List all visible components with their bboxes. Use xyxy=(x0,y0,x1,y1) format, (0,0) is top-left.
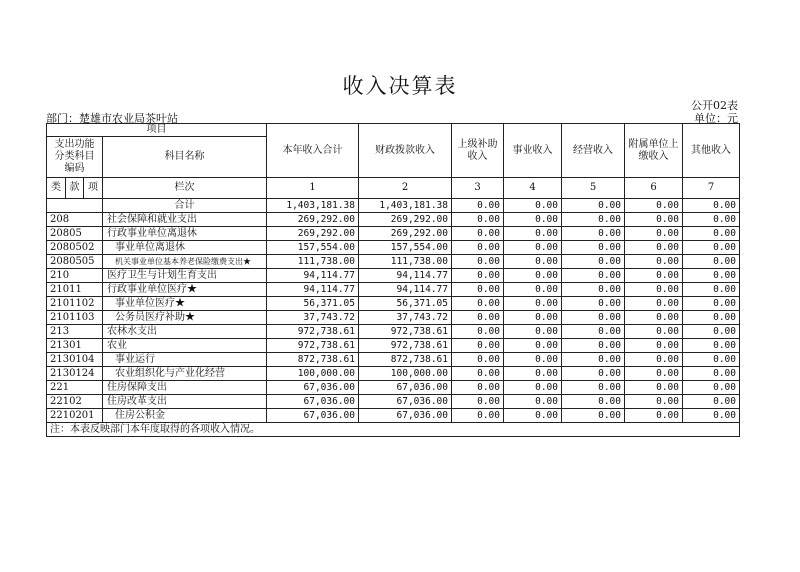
func-code-cell: 2080505 xyxy=(47,255,103,269)
amount-cell: 0.00 xyxy=(562,297,625,311)
amount-cell: 972,738.61 xyxy=(267,339,359,353)
amount-cell: 0.00 xyxy=(562,367,625,381)
business-header: 事业收入 xyxy=(504,124,562,178)
amount-cell: 0.00 xyxy=(625,227,683,241)
amount-cell: 67,036.00 xyxy=(267,381,359,395)
subject-name-cell: 住房改革支出 xyxy=(103,395,267,409)
table-row xyxy=(47,269,740,283)
amount-cell: 0.00 xyxy=(683,395,740,409)
unit-label: 单位：元 xyxy=(694,112,738,125)
subject-name-cell: 事业单位医疗★ xyxy=(103,297,267,311)
amount-cell: 0.00 xyxy=(562,325,625,339)
amount-cell: 67,036.00 xyxy=(359,409,452,423)
amount-cell: 269,292.00 xyxy=(267,227,359,241)
amount-cell: 0.00 xyxy=(504,381,562,395)
func-code-cell: 210 xyxy=(47,269,103,283)
table-row xyxy=(47,311,740,325)
amount-cell: 0.00 xyxy=(625,353,683,367)
amount-cell: 56,371.05 xyxy=(359,297,452,311)
total-value: 1,403,181.38 xyxy=(267,199,359,213)
amount-cell: 67,036.00 xyxy=(359,381,452,395)
amount-cell: 0.00 xyxy=(683,213,740,227)
amount-cell: 0.00 xyxy=(562,213,625,227)
table-note: 注：本表反映部门本年度取得的各项收入情况。 xyxy=(47,423,740,437)
operating-header: 经营收入 xyxy=(562,124,625,178)
subject-name-cell: 住房公积金 xyxy=(103,409,267,423)
amount-cell: 0.00 xyxy=(504,269,562,283)
amount-cell: 0.00 xyxy=(452,213,504,227)
amount-cell: 269,292.00 xyxy=(359,213,452,227)
income-table xyxy=(46,123,740,437)
subject-name-cell: 事业运行 xyxy=(103,353,267,367)
table-row xyxy=(47,227,740,241)
amount-cell: 0.00 xyxy=(683,381,740,395)
col-number: 5 xyxy=(562,178,625,199)
amount-cell: 0.00 xyxy=(683,409,740,423)
amount-cell: 0.00 xyxy=(452,339,504,353)
subject-name-cell: 事业单位离退休 xyxy=(103,241,267,255)
total-row xyxy=(47,199,740,213)
amount-cell: 111,738.00 xyxy=(267,255,359,269)
func-code-cell: 21011 xyxy=(47,283,103,297)
amount-cell: 67,036.00 xyxy=(267,395,359,409)
func-code-cell: 208 xyxy=(47,213,103,227)
amount-cell: 157,554.00 xyxy=(267,241,359,255)
amount-cell: 0.00 xyxy=(452,311,504,325)
amount-cell: 67,036.00 xyxy=(267,409,359,423)
amount-cell: 94,114.77 xyxy=(359,269,452,283)
section-header: 款 xyxy=(66,178,84,199)
table-row xyxy=(47,367,740,381)
amount-cell: 0.00 xyxy=(452,353,504,367)
col-number: 4 xyxy=(504,178,562,199)
table-row xyxy=(47,297,740,311)
amount-cell: 0.00 xyxy=(625,269,683,283)
amount-cell: 0.00 xyxy=(504,325,562,339)
subject-name-cell: 行政事业单位医疗★ xyxy=(103,283,267,297)
amount-cell: 0.00 xyxy=(452,241,504,255)
total-income-header: 本年收入合计 xyxy=(267,124,359,178)
table-row xyxy=(47,395,740,409)
amount-cell: 0.00 xyxy=(683,367,740,381)
superior-header: 上级补助收入 xyxy=(452,124,504,178)
subject-name-cell: 住房保障支出 xyxy=(103,381,267,395)
amount-cell: 100,000.00 xyxy=(267,367,359,381)
amount-cell: 0.00 xyxy=(562,255,625,269)
amount-cell: 37,743.72 xyxy=(359,311,452,325)
amount-cell: 0.00 xyxy=(683,311,740,325)
func-code-cell: 221 xyxy=(47,381,103,395)
amount-cell: 0.00 xyxy=(504,311,562,325)
amount-cell: 0.00 xyxy=(683,325,740,339)
subject-name-cell: 公务员医疗补助★ xyxy=(103,311,267,325)
amount-cell: 94,114.77 xyxy=(267,283,359,297)
amount-cell: 0.00 xyxy=(452,325,504,339)
func-code-header: 支出功能分类科目编码 xyxy=(47,137,103,178)
amount-cell: 0.00 xyxy=(452,269,504,283)
amount-cell: 0.00 xyxy=(562,353,625,367)
amount-cell: 0.00 xyxy=(625,297,683,311)
subject-name-cell: 社会保障和就业支出 xyxy=(103,213,267,227)
amount-cell: 0.00 xyxy=(683,353,740,367)
department-label: 部门：楚雄市农业局茶叶站 xyxy=(46,112,178,125)
amount-cell: 157,554.00 xyxy=(359,241,452,255)
amount-cell: 0.00 xyxy=(625,381,683,395)
subject-name-cell: 农业 xyxy=(103,339,267,353)
total-value: 0.00 xyxy=(504,199,562,213)
table-row xyxy=(47,381,740,395)
total-value: 1,403,181.38 xyxy=(359,199,452,213)
amount-cell: 0.00 xyxy=(504,241,562,255)
func-code-cell: 2210201 xyxy=(47,409,103,423)
table-row xyxy=(47,241,740,255)
amount-cell: 0.00 xyxy=(504,213,562,227)
amount-cell: 0.00 xyxy=(504,227,562,241)
func-code-cell: 21301 xyxy=(47,339,103,353)
other-header: 其他收入 xyxy=(683,124,740,178)
amount-cell: 0.00 xyxy=(683,339,740,353)
amount-cell: 0.00 xyxy=(625,395,683,409)
amount-cell: 111,738.00 xyxy=(359,255,452,269)
amount-cell: 972,738.61 xyxy=(267,325,359,339)
amount-cell: 872,738.61 xyxy=(267,353,359,367)
amount-cell: 0.00 xyxy=(625,339,683,353)
amount-cell: 0.00 xyxy=(452,381,504,395)
amount-cell: 0.00 xyxy=(562,227,625,241)
amount-cell: 269,292.00 xyxy=(359,227,452,241)
table-row xyxy=(47,325,740,339)
func-code-cell: 213 xyxy=(47,325,103,339)
col-number: 6 xyxy=(625,178,683,199)
func-code-cell: 2101103 xyxy=(47,311,103,325)
table-row xyxy=(47,409,740,423)
subject-name-cell: 医疗卫生与计划生育支出 xyxy=(103,269,267,283)
amount-cell: 0.00 xyxy=(504,339,562,353)
col-number-row xyxy=(47,178,740,199)
amount-cell: 0.00 xyxy=(504,409,562,423)
item-header: 项 xyxy=(84,178,103,199)
amount-cell: 0.00 xyxy=(562,269,625,283)
func-code-cell: 2130104 xyxy=(47,353,103,367)
amount-cell: 67,036.00 xyxy=(359,395,452,409)
amount-cell: 100,000.00 xyxy=(359,367,452,381)
amount-cell: 0.00 xyxy=(683,241,740,255)
total-value: 0.00 xyxy=(625,199,683,213)
table-row xyxy=(47,255,740,269)
form-code: 公开02表 xyxy=(691,99,738,112)
table-row xyxy=(47,283,740,297)
col-number: 2 xyxy=(359,178,452,199)
subject-name-cell: 农林水支出 xyxy=(103,325,267,339)
func-code-cell: 20805 xyxy=(47,227,103,241)
amount-cell: 0.00 xyxy=(504,353,562,367)
func-code-cell: 22102 xyxy=(47,395,103,409)
col-order-label: 栏次 xyxy=(103,178,267,199)
amount-cell: 0.00 xyxy=(452,255,504,269)
amount-cell: 0.00 xyxy=(625,213,683,227)
amount-cell: 0.00 xyxy=(625,241,683,255)
project-header: 项目 xyxy=(47,124,267,137)
class-header: 类 xyxy=(47,178,66,199)
subject-name-cell: 农业组织化与产业化经营 xyxy=(103,367,267,381)
amount-cell: 0.00 xyxy=(504,255,562,269)
amount-cell: 0.00 xyxy=(452,283,504,297)
amount-cell: 0.00 xyxy=(452,395,504,409)
amount-cell: 0.00 xyxy=(452,409,504,423)
amount-cell: 0.00 xyxy=(562,311,625,325)
func-code-cell: 2101102 xyxy=(47,297,103,311)
amount-cell: 0.00 xyxy=(562,283,625,297)
amount-cell: 0.00 xyxy=(683,283,740,297)
total-value: 0.00 xyxy=(683,199,740,213)
amount-cell: 269,292.00 xyxy=(267,213,359,227)
total-value: 0.00 xyxy=(452,199,504,213)
fiscal-header: 财政拨款收入 xyxy=(359,124,452,178)
table-row xyxy=(47,213,740,227)
amount-cell: 0.00 xyxy=(625,367,683,381)
func-code-cell: 2130124 xyxy=(47,367,103,381)
amount-cell: 972,738.61 xyxy=(359,325,452,339)
amount-cell: 0.00 xyxy=(562,395,625,409)
affiliated-header: 附属单位上缴收入 xyxy=(625,124,683,178)
table-row xyxy=(47,339,740,353)
amount-cell: 0.00 xyxy=(452,227,504,241)
amount-cell: 0.00 xyxy=(452,297,504,311)
amount-cell: 0.00 xyxy=(625,283,683,297)
subject-name-cell: 行政事业单位离退休 xyxy=(103,227,267,241)
amount-cell: 0.00 xyxy=(562,339,625,353)
amount-cell: 0.00 xyxy=(562,241,625,255)
amount-cell: 56,371.05 xyxy=(267,297,359,311)
total-value: 0.00 xyxy=(562,199,625,213)
report-title: 收入决算表 xyxy=(342,74,458,98)
header-row-1 xyxy=(47,124,740,137)
total-label: 合计 xyxy=(103,199,267,213)
amount-cell: 94,114.77 xyxy=(267,269,359,283)
amount-cell: 0.00 xyxy=(452,367,504,381)
col-number: 1 xyxy=(267,178,359,199)
amount-cell: 0.00 xyxy=(625,325,683,339)
amount-cell: 0.00 xyxy=(504,367,562,381)
amount-cell: 872,738.61 xyxy=(359,353,452,367)
amount-cell: 0.00 xyxy=(625,255,683,269)
amount-cell: 94,114.77 xyxy=(359,283,452,297)
amount-cell: 0.00 xyxy=(562,381,625,395)
amount-cell: 0.00 xyxy=(683,269,740,283)
note-row xyxy=(47,423,740,437)
col-number: 7 xyxy=(683,178,740,199)
amount-cell: 0.00 xyxy=(504,283,562,297)
amount-cell: 37,743.72 xyxy=(267,311,359,325)
amount-cell: 0.00 xyxy=(683,255,740,269)
table-row xyxy=(47,353,740,367)
amount-cell: 0.00 xyxy=(683,297,740,311)
amount-cell: 0.00 xyxy=(562,409,625,423)
amount-cell: 0.00 xyxy=(683,227,740,241)
amount-cell: 0.00 xyxy=(504,395,562,409)
amount-cell: 0.00 xyxy=(625,311,683,325)
amount-cell: 0.00 xyxy=(504,297,562,311)
col-number: 3 xyxy=(452,178,504,199)
func-code-cell: 2080502 xyxy=(47,241,103,255)
amount-cell: 972,738.61 xyxy=(359,339,452,353)
subject-name-header: 科目名称 xyxy=(103,137,267,178)
subject-name-cell: 机关事业单位基本养老保险缴费支出★ xyxy=(103,255,267,269)
amount-cell: 0.00 xyxy=(625,409,683,423)
